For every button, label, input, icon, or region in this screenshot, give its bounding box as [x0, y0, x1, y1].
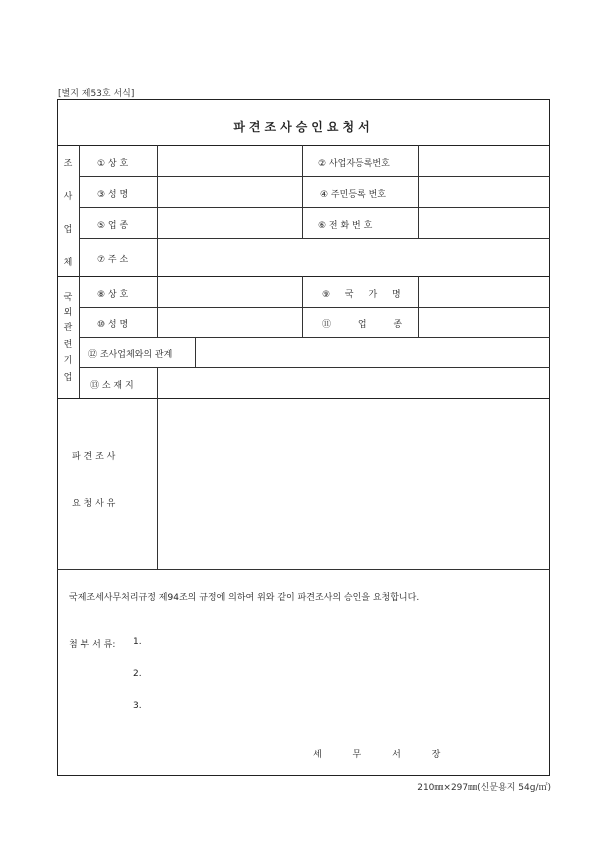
attachment-item: 2. — [133, 669, 142, 679]
form-number-label: [별지 제53호 서식] — [58, 89, 135, 99]
signature-title: 세 무 서 장 — [313, 750, 441, 760]
section2-side-char: 국 — [63, 293, 73, 303]
reason-label-line1: 파 견 조 사 — [72, 452, 116, 462]
reason-field[interactable] — [158, 399, 549, 568]
attachment-item: 3. — [133, 701, 142, 711]
label-location: ⑬ 소 재 지 — [90, 381, 134, 391]
section2-side-char: 업 — [63, 373, 73, 383]
divider — [302, 145, 303, 238]
label-foreign-business-type: ⑪ 업 종 — [322, 320, 403, 330]
label-name: ③ 성 명 — [97, 190, 129, 200]
label-foreign-company-name: ⑧ 상 호 — [97, 290, 129, 300]
label-address: ⑦ 주 소 — [97, 255, 129, 265]
business-reg-no-field[interactable] — [419, 146, 549, 175]
label-business-type: ⑤ 업 종 — [97, 221, 129, 231]
request-statement: 국제조세사무처리규정 제94조의 규정에 의하여 위와 같이 파견조사의 승인을 요청합니다. — [69, 593, 420, 603]
section2-side-char: 기 — [63, 356, 73, 366]
label-foreign-name: ⑩ 성 명 — [97, 320, 129, 330]
phone-field[interactable] — [419, 208, 549, 237]
attachment-item: 1. — [133, 637, 142, 647]
foreign-name-field[interactable] — [158, 308, 301, 336]
label-phone: ⑥ 전 화 번 호 — [318, 221, 373, 231]
foreign-company-name-field[interactable] — [158, 277, 301, 306]
form-title: 파견조사승인요청서 — [233, 120, 374, 134]
label-business-reg-no: ② 사업자등록번호 — [318, 159, 390, 169]
name-field[interactable] — [158, 177, 301, 206]
location-field[interactable] — [158, 368, 549, 397]
relationship-field[interactable] — [196, 338, 549, 366]
reason-label-line2: 요 청 사 유 — [72, 499, 116, 509]
section2-side-char: 관 — [63, 323, 73, 333]
divider — [79, 145, 80, 398]
section2-side-char: 외 — [63, 308, 73, 318]
section1-side-char: 사 — [63, 192, 73, 202]
paper-spec-label: 210㎜×297㎜(신문용지 54g/㎡) — [417, 783, 551, 793]
business-type-field[interactable] — [158, 208, 301, 237]
divider — [57, 569, 550, 570]
resident-reg-no-field[interactable] — [419, 177, 549, 206]
address-field[interactable] — [158, 239, 549, 275]
section2-side-char: 련 — [63, 340, 73, 350]
section1-side-char: 조 — [63, 159, 73, 169]
foreign-business-type-field[interactable] — [419, 308, 549, 336]
label-resident-reg-no: ④ 주민등록 번호 — [320, 190, 386, 200]
country-field[interactable] — [419, 277, 549, 306]
attachments-label: 첨 부 서 류: — [69, 640, 116, 650]
label-country: ⑨ 국 가 명 — [322, 290, 407, 300]
label-company-name: ① 상 호 — [97, 159, 129, 169]
section1-side-char: 체 — [63, 258, 73, 268]
company-name-field[interactable] — [158, 146, 301, 175]
label-relationship: ⑫ 조사업체와의 관계 — [88, 350, 173, 360]
section1-side-char: 업 — [63, 225, 73, 235]
divider — [302, 276, 303, 337]
